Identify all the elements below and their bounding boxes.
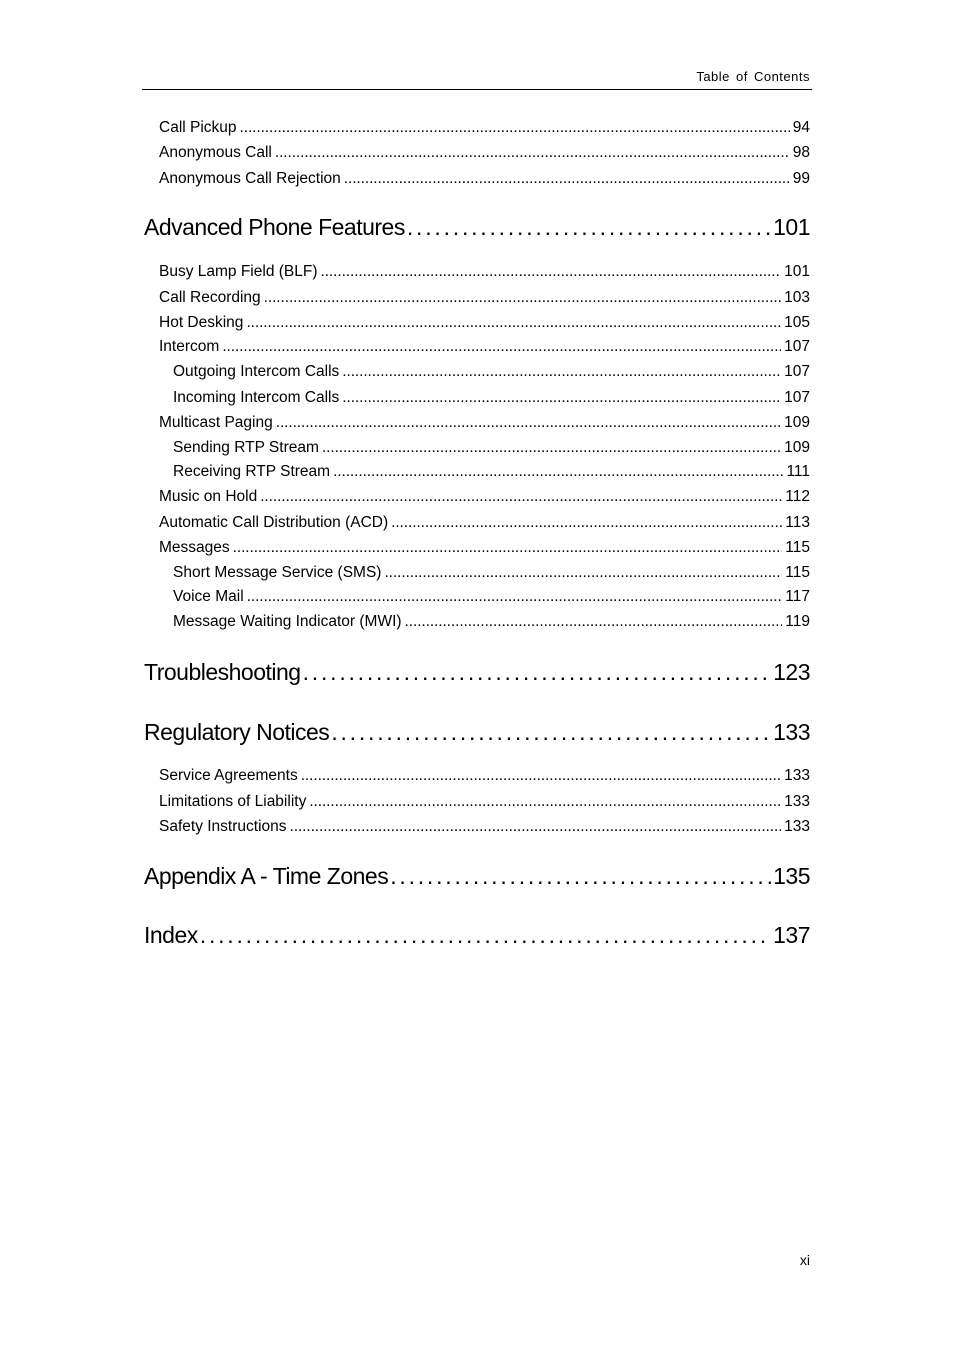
toc-chapter-entry[interactable] xyxy=(144,719,810,749)
toc-entry-page: 111 xyxy=(786,463,810,480)
toc-dot-leader xyxy=(301,767,781,785)
toc-entry-label: Anonymous Call Rejection xyxy=(159,170,341,187)
toc-dot-leader xyxy=(246,314,781,332)
toc-chapter-entry[interactable] xyxy=(144,659,810,689)
toc-entry-page: 113 xyxy=(785,514,810,531)
toc-entry-label: Outgoing Intercom Calls xyxy=(173,363,340,380)
toc-chapter-entry[interactable] xyxy=(144,863,810,893)
toc-dot-leader xyxy=(200,922,771,949)
toc-entry-label: Regulatory Notices xyxy=(144,719,330,745)
toc-dot-leader xyxy=(384,564,782,582)
toc-entry-page: 98 xyxy=(792,144,810,161)
page-number: xi xyxy=(799,1252,810,1268)
toc-entry-label: Sending RTP Stream xyxy=(173,439,319,456)
toc-section-entry[interactable] xyxy=(159,539,810,559)
toc-dot-leader xyxy=(333,463,783,481)
toc-entry-label: Appendix A - Time Zones xyxy=(144,863,389,889)
toc-entry-page: 99 xyxy=(792,170,810,187)
toc-dot-leader xyxy=(247,588,783,606)
toc-dot-leader xyxy=(222,338,781,356)
toc-entry-label: Troubleshooting xyxy=(144,659,301,685)
toc-entry-page: 94 xyxy=(792,119,810,136)
toc-entry-page: 112 xyxy=(785,488,810,505)
toc-dot-leader xyxy=(322,439,781,457)
toc-entry-page: 107 xyxy=(784,363,810,380)
toc-dot-leader xyxy=(290,818,782,836)
toc-entry-page: 117 xyxy=(785,588,810,605)
toc-entry-label: Call Pickup xyxy=(159,119,237,136)
toc-entry-page: 133 xyxy=(784,818,810,835)
toc-dot-leader xyxy=(260,488,782,506)
toc-entry-label: Voice Mail xyxy=(173,588,244,605)
toc-chapter-entry[interactable] xyxy=(144,922,810,952)
toc-dot-leader xyxy=(344,170,790,188)
toc-entry-label: Advanced Phone Features xyxy=(144,214,405,240)
toc-dot-leader xyxy=(391,514,782,532)
toc-entry-label: Limitations of Liability xyxy=(159,793,307,810)
toc-entry-label: Index xyxy=(144,922,198,948)
toc-section-entry[interactable] xyxy=(159,818,810,838)
toc-section-entry[interactable] xyxy=(159,514,810,534)
toc-entry-page: 105 xyxy=(784,314,810,331)
header-title: Table of Contents xyxy=(696,69,810,84)
toc-dot-leader xyxy=(276,414,781,432)
toc-entry-page: 101 xyxy=(773,214,810,240)
toc-section-entry[interactable] xyxy=(173,564,810,584)
toc-section-entry[interactable] xyxy=(159,488,810,508)
toc-dot-leader xyxy=(407,214,771,241)
toc-entry-label: Service Agreements xyxy=(159,767,298,784)
toc-dot-leader xyxy=(342,389,781,407)
toc-entry-page: 101 xyxy=(784,263,810,280)
toc-entry-label: Intercom xyxy=(159,338,220,355)
toc-dot-leader xyxy=(264,289,781,307)
toc-section-entry[interactable] xyxy=(159,263,810,283)
toc-section-entry[interactable] xyxy=(173,439,810,459)
toc-dot-leader xyxy=(321,263,782,281)
toc-dot-leader xyxy=(309,793,781,811)
toc-section-entry[interactable] xyxy=(159,767,810,787)
toc-entry-label: Busy Lamp Field (BLF) xyxy=(159,263,318,280)
toc-entry-label: Multicast Paging xyxy=(159,414,273,431)
toc-dot-leader xyxy=(240,119,790,137)
toc-section-entry[interactable] xyxy=(159,338,810,358)
toc-entry-page: 119 xyxy=(785,613,810,630)
toc-dot-leader xyxy=(331,719,771,746)
toc-entry-page: 123 xyxy=(773,659,810,685)
toc-section-entry[interactable] xyxy=(173,613,810,633)
toc-entry-page: 137 xyxy=(773,922,810,948)
toc-entry-page: 133 xyxy=(784,767,810,784)
toc-dot-leader xyxy=(405,613,783,631)
toc-dot-leader xyxy=(233,539,783,557)
toc-section-entry[interactable] xyxy=(159,170,810,190)
toc-section-entry[interactable] xyxy=(173,363,810,383)
toc-section-entry[interactable] xyxy=(173,463,810,483)
toc-entry-page: 107 xyxy=(784,389,810,406)
toc-entry-label: Incoming Intercom Calls xyxy=(173,389,340,406)
toc-dot-leader xyxy=(275,144,790,162)
toc-entry-page: 133 xyxy=(784,793,810,810)
toc-entry-label: Short Message Service (SMS) xyxy=(173,564,382,581)
toc-section-entry[interactable] xyxy=(159,119,810,139)
toc-entry-label: Automatic Call Distribution (ACD) xyxy=(159,514,389,531)
toc-entry-page: 115 xyxy=(785,564,810,581)
toc-entry-page: 109 xyxy=(784,439,810,456)
toc-entry-label: Anonymous Call xyxy=(159,144,272,161)
toc-section-entry[interactable] xyxy=(159,414,810,434)
toc-dot-leader xyxy=(303,659,772,686)
toc-entry-page: 135 xyxy=(773,863,810,889)
toc-section-entry[interactable] xyxy=(173,588,810,608)
toc-entry-label: Message Waiting Indicator (MWI) xyxy=(173,613,402,630)
toc-entry-label: Hot Desking xyxy=(159,314,244,331)
toc-entry-label: Messages xyxy=(159,539,230,556)
page-header xyxy=(142,64,812,90)
toc-section-entry[interactable] xyxy=(159,144,810,164)
toc-entry-label: Call Recording xyxy=(159,289,261,306)
toc-entry-page: 109 xyxy=(784,414,810,431)
toc-section-entry[interactable] xyxy=(159,314,810,334)
toc-section-entry[interactable] xyxy=(159,289,810,309)
toc-entry-page: 115 xyxy=(785,539,810,556)
toc-chapter-entry[interactable] xyxy=(144,214,810,244)
toc-section-entry[interactable] xyxy=(173,389,810,409)
toc-entry-label: Music on Hold xyxy=(159,488,258,505)
toc-dot-leader xyxy=(390,863,771,890)
toc-entry-page: 133 xyxy=(773,719,810,745)
toc-entry-page: 103 xyxy=(784,289,810,306)
toc-entry-page: 107 xyxy=(784,338,810,355)
toc-entry-label: Receiving RTP Stream xyxy=(173,463,331,480)
toc-section-entry[interactable] xyxy=(159,793,810,813)
toc-entry-label: Safety Instructions xyxy=(159,818,287,835)
toc-dot-leader xyxy=(342,363,781,381)
